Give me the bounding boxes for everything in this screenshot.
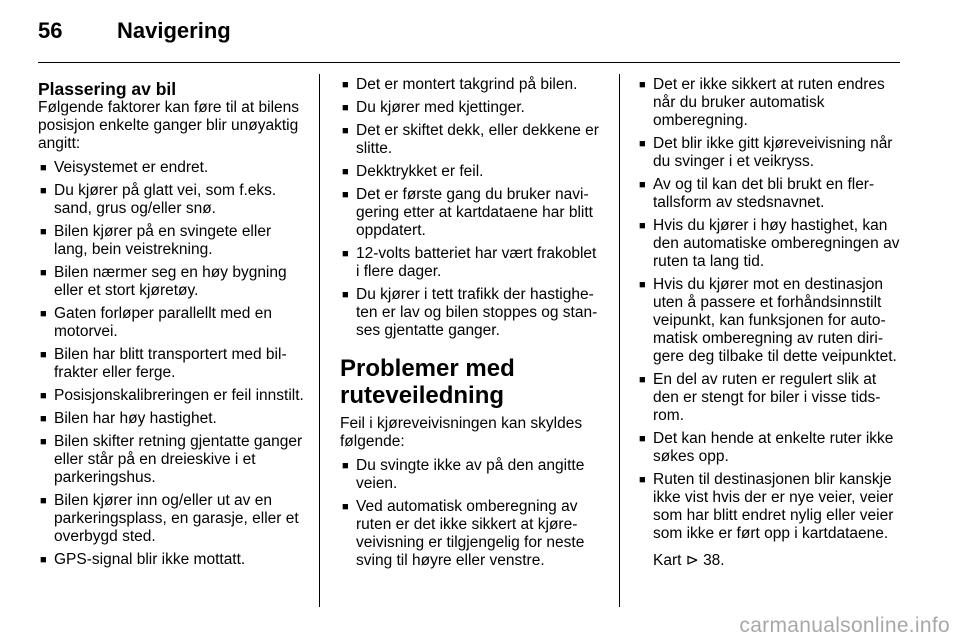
list-item: ■ Bilen kjører inn og/eller ut av en parkeringsplass, en garasje, eller et overbygd sted. (38, 492, 306, 546)
list-item: ■ Det er ikke sikkert at ruten endres når du bruker automatisk omberegning. (637, 76, 901, 130)
column-2 (340, 76, 604, 575)
list-item: ■ En del av ruten er regulert slik at den er stengt for biler i visse tidsrom. (637, 371, 901, 425)
list-item: ■ Bilen har blitt transportert med bilfrakter eller ferge. (38, 346, 306, 382)
intro-route-guidance-problems: Feil i kjøreveivisningen kan skyldes følgende: (340, 415, 583, 450)
reference-page: 38. (703, 552, 725, 569)
list-item: ■ Gaten forløper parallellt med en motorvei. (38, 305, 306, 341)
header-rule (38, 62, 900, 63)
section-title: Navigering (117, 18, 231, 43)
list-route-guidance-problems-cont (637, 76, 901, 543)
page-reference[interactable] (637, 552, 901, 570)
list-item: ■ Av og til kan det bli brukt en flertallsform av stedsnavnet. (637, 176, 901, 212)
intro-vehicle-position: Følgende faktorer kan føre til at bilens posisjon enkelte ganger blir unøyaktig angitt: (38, 99, 300, 152)
list-item: ■ Du kjører i tett trafikk der hastigheten er lav og bilen stoppes og stanses gjentatte ganger. (340, 286, 604, 340)
page-number: 56 (38, 18, 63, 43)
list-item: ■ Det er montert takgrind på bilen. (340, 76, 604, 94)
list-item: ■ Dekktrykket er feil. (340, 163, 604, 181)
list-item: ■ Det kan hende at enkelte ruter ikke søkes opp. (637, 430, 901, 466)
reference-label: Kart (653, 552, 682, 569)
list-item: ■ GPS-signal blir ikke mottatt. (38, 551, 306, 569)
column-1 (38, 76, 306, 574)
list-item: ■ Du kjører på glatt vei, som f.eks. sand, grus og/eller snø. (38, 182, 306, 218)
reference-arrow-icon: ⊳ (685, 552, 699, 569)
list-item: ■ Veisystemet er endret. (38, 159, 306, 177)
list-item: ■ Hvis du kjører mot en destinasjon uten å passere et forhåndsinnstilt veipunkt, kan funksjonen for automatisk omberegning av ruten dirigere deg tilbake til dette veipunktet. (637, 276, 901, 366)
list-item: ■ Det er første gang du bruker navigering etter at kartdataene har blitt oppdatert. (340, 186, 604, 240)
list-vehicle-position-cont (340, 76, 604, 340)
list-item: ■ Bilen kjører på en svingete eller lang, bein veistrekning. (38, 223, 306, 259)
list-item: ■ Bilen skifter retning gjentatte ganger eller står på en dreieskive i et parkeringshus. (38, 433, 306, 487)
list-item: ■ Det er skiftet dekk, eller dekkene er slitte. (340, 122, 604, 158)
heading-route-guidance-problems: Problemer med ruteveiledning (340, 355, 515, 409)
column-divider-2 (619, 74, 620, 607)
list-item: ■ Bilen nærmer seg en høy bygning eller et stort kjøretøy. (38, 264, 306, 300)
list-item: ■ Du kjører med kjettinger. (340, 99, 604, 117)
heading-vehicle-position: Plassering av bil (38, 79, 177, 99)
list-item: ■ Bilen har høy hastighet. (38, 410, 306, 428)
watermark: carmanualsonline.info (739, 614, 950, 637)
list-item: ■ Du svingte ikke av på den angitte veien. (340, 457, 604, 493)
column-divider-1 (319, 74, 320, 607)
list-item: ■ Det blir ikke gitt kjøreveivisning når du svinger i et veikryss. (637, 135, 901, 171)
list-route-guidance-problems (340, 457, 604, 570)
list-item: ■ Ved automatisk omberegning av ruten er det ikke sikkert at kjøreveivisning er tilgjengelig for neste sving til høyre eller venstre. (340, 498, 604, 570)
list-item: ■ Posisjonskalibreringen er feil innstilt. (38, 387, 306, 405)
list-item: ■ Ruten til destinasjonen blir kanskje ikke vist hvis der er nye veier, veier som har blitt endret nylig eller veier som ikke er ført opp i kartdataene. (637, 471, 901, 543)
list-vehicle-position (38, 159, 306, 569)
column-3 (637, 76, 901, 570)
list-item: ■ 12-volts batteriet har vært frakoblet i flere dager. (340, 245, 604, 281)
list-item: ■ Hvis du kjører i høy hastighet, kan den automatiske omberegningen av ruten ta lang tid. (637, 217, 901, 271)
